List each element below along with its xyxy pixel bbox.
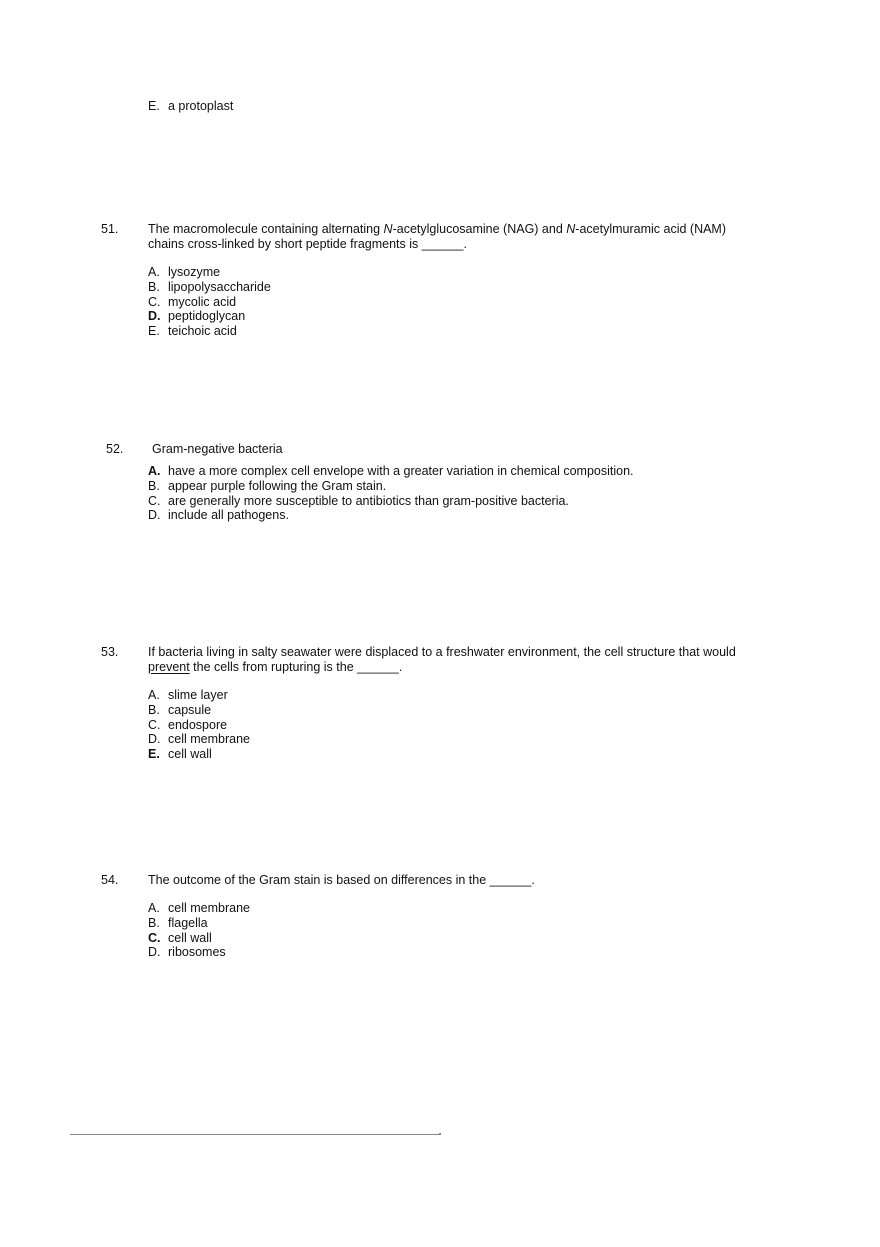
option-text: peptidoglycan — [168, 309, 246, 324]
stem-text: -acetylmuramic acid (NAM) — [575, 222, 727, 236]
stem-text: The macromolecule containing alternating — [148, 222, 384, 236]
option-letter-correct: C. — [148, 930, 161, 945]
question-number: 51. — [101, 222, 119, 236]
option-letter: C. — [148, 717, 161, 732]
option-letter-correct: A. — [148, 464, 161, 478]
option-c — [148, 295, 271, 310]
question-number: 54. — [101, 873, 119, 887]
stem-italic: N — [383, 222, 393, 236]
option-d — [148, 945, 250, 960]
option-b — [148, 479, 634, 494]
footer-rule-end — [439, 1133, 441, 1135]
option-letter: C. — [148, 493, 161, 508]
stem-line: The outcome of the Gram stain is based on differences in the ______. — [148, 873, 535, 887]
option-text: ribosomes — [168, 945, 226, 960]
question-stem — [148, 645, 736, 675]
option-letter: C. — [148, 294, 161, 309]
option-b — [148, 280, 271, 295]
stem-line: chains cross-linked by short peptide fragments is ______. — [148, 237, 467, 251]
option-letter: B. — [148, 478, 160, 493]
option-c — [148, 494, 634, 509]
stem-italic: N — [566, 222, 576, 236]
option-a — [148, 464, 634, 479]
option-e — [148, 324, 271, 339]
option-text: cell membrane — [168, 901, 250, 915]
options-list — [148, 265, 271, 339]
option-text: appear purple following the Gram stain. — [168, 478, 387, 493]
option-letter: B. — [148, 702, 160, 717]
option-letter: B. — [148, 279, 160, 294]
option-c — [148, 931, 250, 946]
stem-text: -acetylglucosamine (NAG) and — [392, 222, 567, 236]
stem-underlined: prevent — [148, 660, 190, 674]
option-text: slime layer — [168, 688, 228, 702]
question-number: 53. — [101, 645, 119, 659]
option-a — [148, 901, 250, 916]
option-text: lysozyme — [168, 265, 221, 279]
options-list — [148, 688, 250, 762]
option-d — [148, 508, 634, 523]
option-text: endospore — [168, 717, 228, 732]
option-text: lipopolysaccharide — [168, 279, 271, 294]
option-letter: A. — [148, 265, 160, 279]
option-text: flagella — [168, 915, 208, 930]
option-a — [148, 265, 271, 280]
option-letter: B. — [148, 915, 160, 930]
option-text: are generally more susceptible to antibiotics than gram-positive bacteria. — [168, 493, 569, 508]
option-text: mycolic acid — [168, 294, 237, 309]
option-letter: D. — [148, 732, 161, 747]
question-number: 52. — [106, 442, 124, 456]
option-text: capsule — [168, 702, 212, 717]
options-list — [148, 901, 250, 960]
footer-rule — [70, 1134, 440, 1135]
option-letter: D. — [148, 945, 161, 960]
option-text: include all pathogens. — [168, 508, 289, 523]
option-letter: E. — [148, 324, 160, 338]
stem-line: If bacteria living in salty seawater were displaced to a freshwater environment, the cell structure that would — [148, 645, 736, 659]
option-letter-correct: E. — [148, 747, 160, 761]
option-c — [148, 718, 250, 733]
options-list — [148, 464, 634, 523]
option-d — [148, 309, 271, 324]
stem-line — [148, 660, 736, 675]
question-stem — [152, 442, 283, 457]
option-a — [148, 688, 250, 703]
carryover-option — [148, 99, 233, 114]
stem-line: Gram-negative bacteria — [152, 442, 283, 456]
stem-text: the cells from rupturing is the ______. — [189, 660, 403, 674]
question-stem — [148, 222, 726, 252]
option-letter-correct: D. — [148, 309, 161, 324]
option-letter: A. — [148, 901, 160, 915]
option-letter: A. — [148, 688, 160, 702]
question-stem — [148, 873, 535, 888]
option-e — [148, 747, 250, 762]
option-letter: E. — [148, 99, 160, 113]
option-text: cell membrane — [168, 732, 250, 747]
option-d — [148, 732, 250, 747]
option-b — [148, 916, 250, 931]
option-letter: D. — [148, 508, 161, 523]
option-text: cell wall — [168, 930, 212, 945]
option-text: cell wall — [168, 747, 212, 761]
option-text: have a more complex cell envelope with a greater variation in chemical composition. — [168, 464, 634, 478]
option-text: teichoic acid — [168, 324, 237, 338]
option-b — [148, 703, 250, 718]
option-text: a protoplast — [168, 99, 234, 113]
stem-line — [148, 222, 726, 237]
